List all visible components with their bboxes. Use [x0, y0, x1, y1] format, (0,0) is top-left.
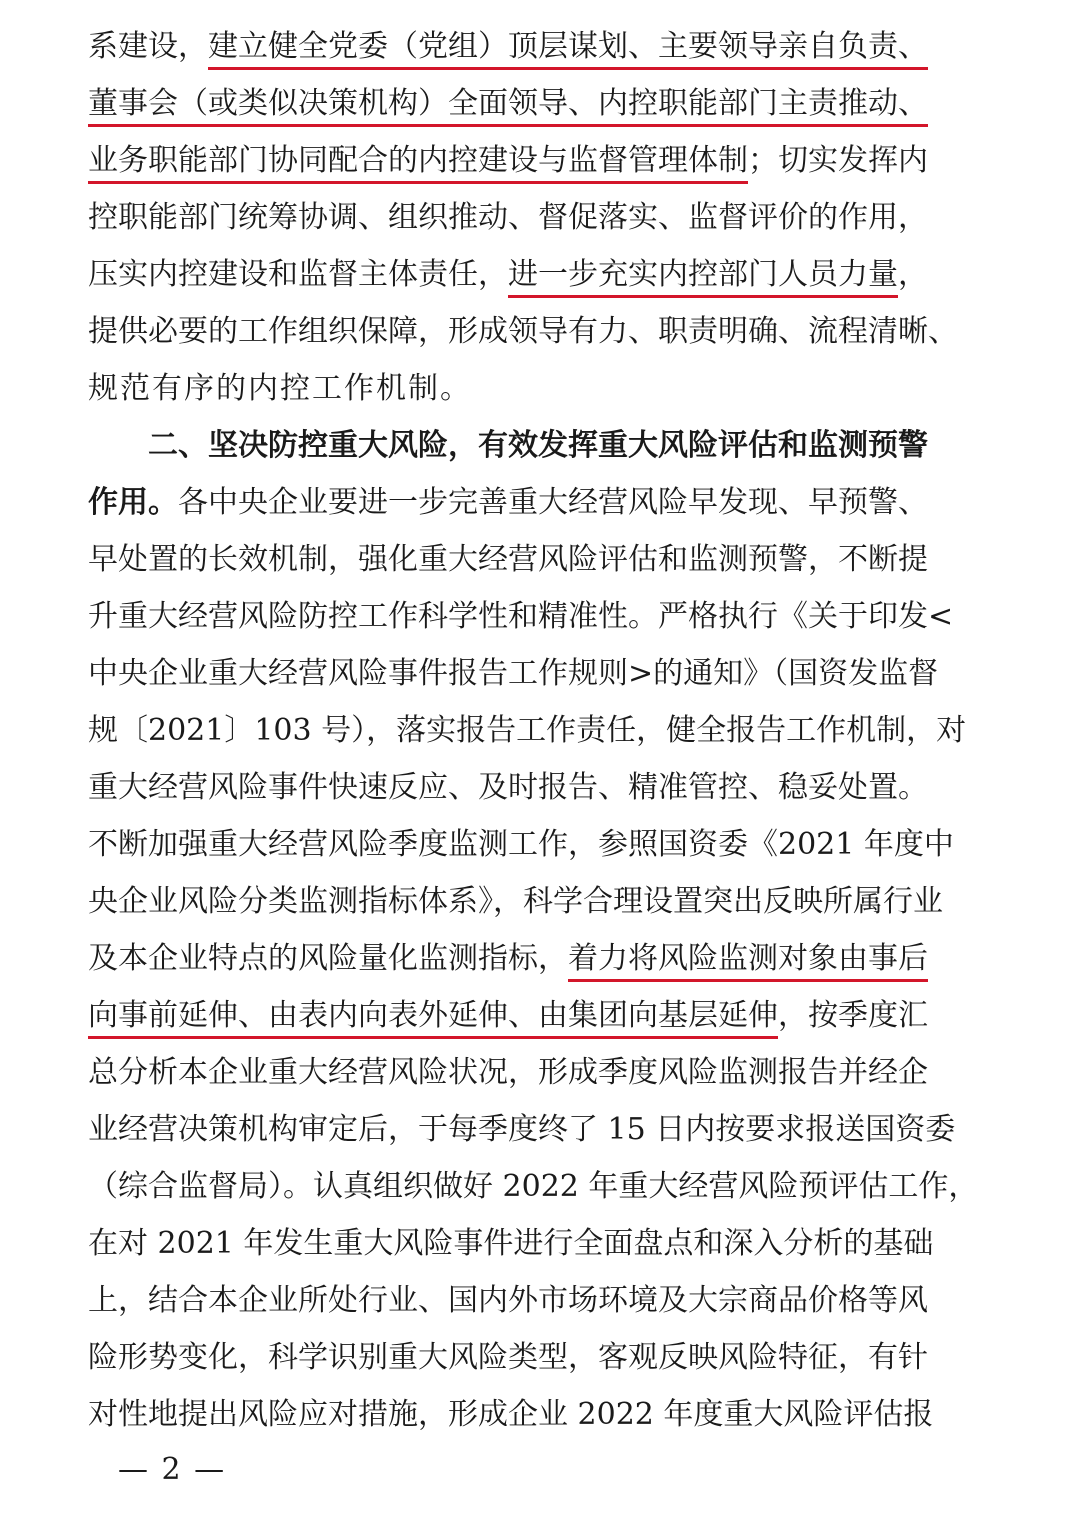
text-segment: 升重大经营风险防控工作科学性和精准性。严格执行《关于印发< — [88, 599, 954, 634]
text-segment: 险形势变化，科学识别重大风险类型，客观反映风险特征，有针 — [88, 1340, 928, 1375]
text-segment: 提供必要的工作组织保障，形成领导有力、职责明确、流程清晰、 — [88, 314, 958, 349]
text-segment: 总分析本企业重大经营风险状况，形成季度风险监测报告并经企 — [88, 1055, 928, 1090]
text-segment: 及本企业特点的风险量化监测指标， — [88, 941, 568, 976]
text-line — [88, 873, 988, 930]
text-line — [88, 816, 988, 873]
text-segment: 中央企业重大经营风险事件报告工作规则>的通知》（国资发监督 — [88, 656, 939, 691]
text-segment: 各中央企业要进一步完善重大经营风险早发现、早预警、 — [178, 485, 928, 520]
text-segment: 重大经营风险事件快速反应、及时报告、精准管控、稳妥处置。 — [88, 770, 928, 805]
text-segment: （综合监督局）。认真组织做好 2022 年重大经营风险预评估工作， — [88, 1169, 979, 1204]
text-segment: 早处置的长效机制，强化重大经营风险评估和监测预警，不断提 — [88, 542, 928, 577]
text-line — [88, 987, 988, 1044]
text-line — [88, 474, 988, 531]
text-line — [88, 1272, 988, 1329]
text-line — [88, 360, 988, 417]
text-segment: ；切实发挥内 — [748, 143, 928, 178]
underlined-text: 着力将风险监测对象由事后 — [568, 941, 928, 982]
underlined-text: 业务职能部门协同配合的内控建设与监督管理体制 — [88, 143, 748, 184]
text-segment: 控职能部门统筹协调、组织推动、督促落实、监督评价的作用， — [88, 200, 928, 235]
text-segment: 业经营决策机构审定后，于每季度终了 15 日内按要求报送国资委 — [88, 1112, 956, 1147]
underlined-text: 建立健全党委（党组）顶层谋划、主要领导亲自负责、 — [208, 29, 928, 70]
text-line — [88, 531, 988, 588]
text-segment: 系建设， — [88, 29, 208, 64]
text-line — [88, 645, 988, 702]
text-line — [88, 759, 988, 816]
text-line — [88, 1101, 988, 1158]
underlined-text: 进一步充实内控部门人员力量 — [508, 257, 898, 298]
text-segment: 规范有序的内控工作机制。 — [88, 371, 472, 406]
text-line — [88, 18, 988, 75]
text-segment: 不断加强重大经营风险季度监测工作，参照国资委《2021 年度中 — [88, 827, 954, 862]
text-line — [88, 1044, 988, 1101]
text-line — [88, 75, 988, 132]
text-line — [88, 1215, 988, 1272]
text-segment: 规〔2021〕103 号），落实报告工作责任，健全报告工作机制，对 — [88, 713, 967, 748]
text-segment: ，按季度汇 — [778, 998, 928, 1033]
document-body — [88, 18, 988, 1443]
text-segment: 作用。 — [88, 485, 178, 520]
underlined-text: 向事前延伸、由表内向表外延伸、由集团向基层延伸 — [88, 998, 778, 1039]
page-number: — 2 — — [118, 1452, 227, 1487]
section-heading — [88, 417, 988, 474]
text-segment: 在对 2021 年发生重大风险事件进行全面盘点和深入分析的基础 — [88, 1226, 934, 1261]
text-line — [88, 1386, 988, 1443]
text-line — [88, 246, 988, 303]
text-segment: 上，结合本企业所处行业、国内外市场环境及大宗商品价格等风 — [88, 1283, 928, 1318]
text-line — [88, 1329, 988, 1386]
text-line — [88, 132, 988, 189]
text-line — [88, 930, 988, 987]
text-line — [88, 1158, 988, 1215]
text-line — [88, 303, 988, 360]
text-line — [88, 702, 988, 759]
text-segment: 压实内控建设和监督主体责任， — [88, 257, 508, 292]
text-segment: 央企业风险分类监测指标体系》，科学合理设置突出反映所属行业 — [88, 884, 943, 919]
text-line — [88, 189, 988, 246]
text-segment: 二、坚决防控重大风险，有效发挥重大风险评估和监测预警 — [148, 428, 928, 463]
underlined-text: 董事会（或类似决策机构）全面领导、内控职能部门主责推动、 — [88, 86, 928, 127]
text-line — [88, 588, 988, 645]
text-segment: 对性地提出风险应对措施，形成企业 2022 年度重大风险评估报 — [88, 1397, 934, 1432]
text-segment: ， — [898, 257, 928, 292]
